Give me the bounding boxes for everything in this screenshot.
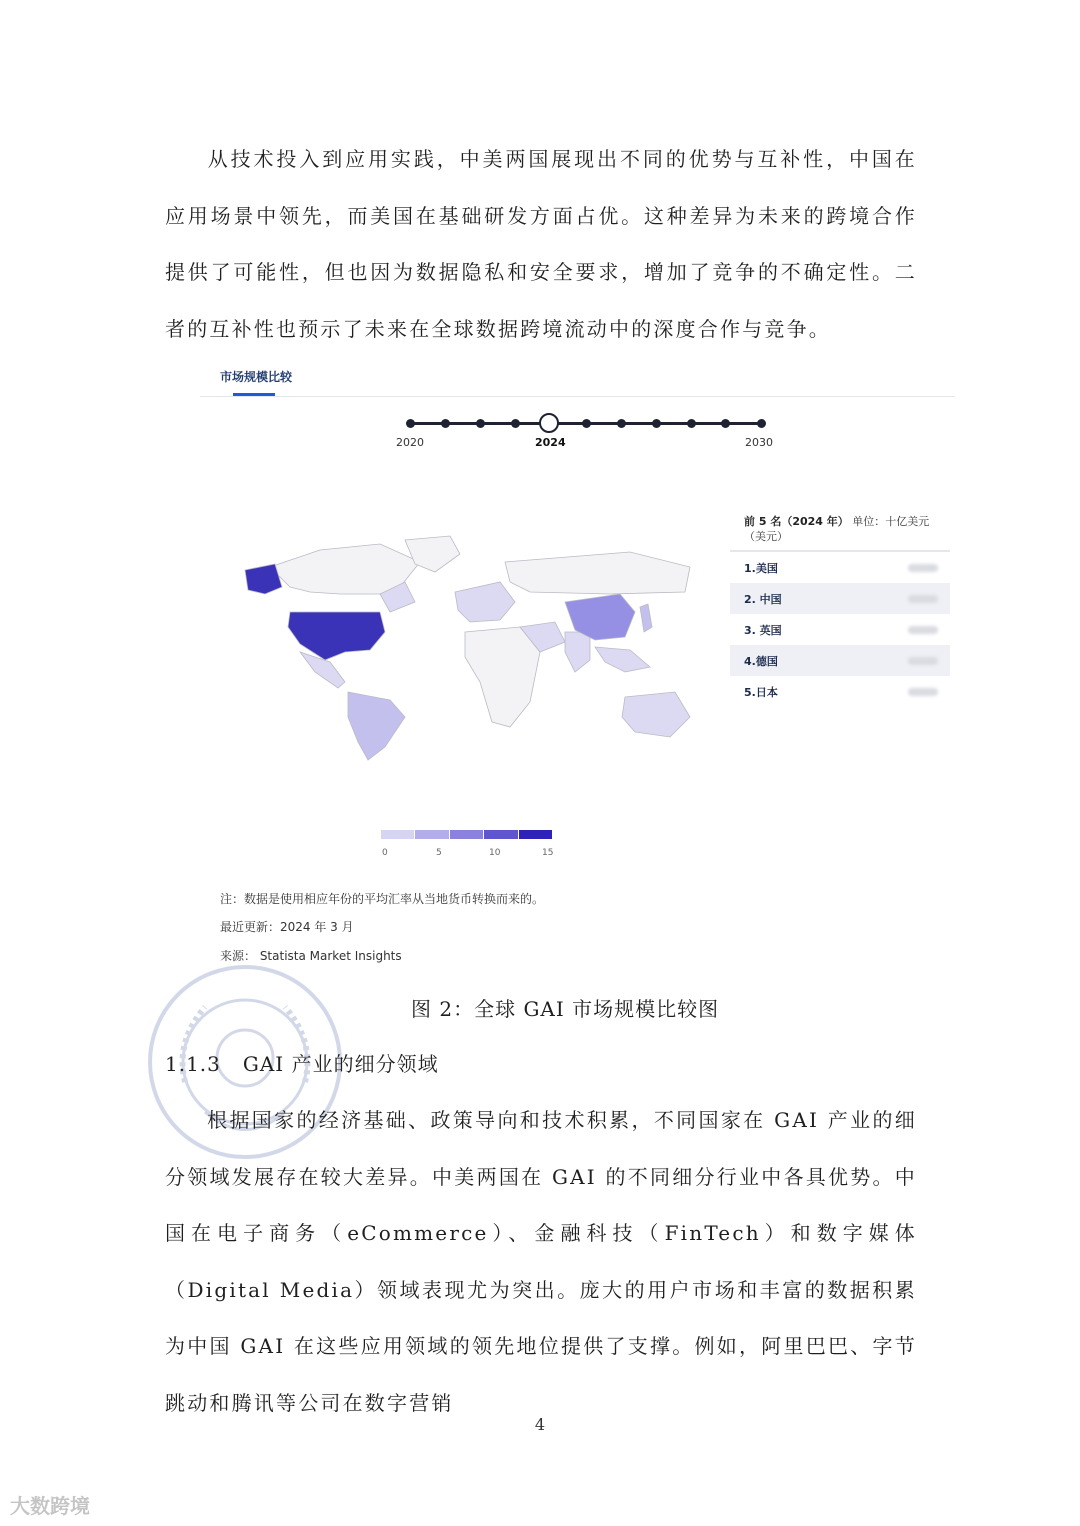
map-russia xyxy=(505,552,690,594)
watermark-logo: 大数跨境 xyxy=(10,1494,90,1518)
tab-divider xyxy=(200,396,955,397)
page-number: 4 xyxy=(534,1415,546,1434)
timeline-label-start: 2020 xyxy=(396,436,424,449)
ranking-title: 前 5 名（2024 年） xyxy=(744,515,849,528)
timeline-selected-handle[interactable] xyxy=(539,413,559,433)
timeline-label-selected: 2024 xyxy=(535,436,566,449)
map-south-america xyxy=(348,692,405,760)
map-india xyxy=(565,632,590,672)
timeline-dot[interactable] xyxy=(441,419,450,428)
map-australia xyxy=(622,692,690,737)
ranking-country: 2. 中国 xyxy=(744,592,782,606)
color-scale-legend xyxy=(381,830,553,839)
ranking-row xyxy=(730,614,950,645)
blurred-value xyxy=(908,595,938,603)
section-number: 1.1.3 xyxy=(165,1052,221,1076)
legend-swatch xyxy=(415,830,449,839)
legend-swatch xyxy=(484,830,518,839)
blurred-value xyxy=(908,564,938,572)
legend-swatch xyxy=(450,830,484,839)
blurred-value xyxy=(908,688,938,696)
blurred-value xyxy=(908,626,938,634)
legend-tick: 5 xyxy=(436,848,442,858)
timeline-dot[interactable] xyxy=(652,419,661,428)
timeline-dot[interactable] xyxy=(582,419,591,428)
paragraph-intro: 从技术投入到应用实践，中美两国展现出不同的优势与互补性，中国在应用场景中领先，而美国在基础研发方面占优。这种差异为未来的跨境合作提供了可能性，但也因为数据隐私和安全要求，增加了竞争的不确定性。二者的互补性也预示了未来在全球数据跨境流动中的深度合作与竞争。 xyxy=(165,147,917,341)
timeline-dot[interactable] xyxy=(406,419,415,428)
paragraph-segments: 根据国家的经济基础、政策导向和技术积累，不同国家在 GAI 产业的细分领域发展存在较大差异。中美两国在 GAI 的不同细分行业中各具优势。中国在电子商务（eCommerce）、金融科技（FinTech）和数字媒体（Digital Media）领域表现尤为突出。庞大的用户市场和丰富的数据积累为中国 GAI 在这些应用领域的领先地位提供了支撑。例如，阿里巴巴、字节跳动和腾讯等公司在数字营销 xyxy=(165,1108,917,1415)
ranking-row xyxy=(730,645,950,676)
timeline-dot[interactable] xyxy=(757,419,766,428)
map-africa xyxy=(465,627,540,727)
tab-market-size[interactable]: 市场规模比较 xyxy=(220,370,293,384)
map-japan xyxy=(640,604,652,632)
map-europe xyxy=(455,582,515,622)
figure-caption: 图 2：全球 GAI 市场规模比较图 xyxy=(411,997,720,1021)
timeline-dot[interactable] xyxy=(687,419,696,428)
timeline-dot[interactable] xyxy=(476,419,485,428)
figure-source: 来源： Statista Market Insights xyxy=(220,949,402,963)
legend-tick: 10 xyxy=(489,848,501,858)
section-heading xyxy=(165,1048,439,1077)
map-alaska xyxy=(245,564,282,594)
timeline-dot[interactable] xyxy=(511,419,520,428)
legend-swatch xyxy=(519,830,553,839)
ranking-header xyxy=(730,514,950,552)
section-title: GAI 产业的细分领域 xyxy=(242,1052,439,1076)
world-map[interactable] xyxy=(230,532,710,762)
timeline-label-end: 2030 xyxy=(745,436,773,449)
ranking-country: 1.美国 xyxy=(744,561,778,575)
legend-swatch xyxy=(381,830,415,839)
ranking-unit: 单位：十亿美元（美元） xyxy=(744,515,930,543)
ranking-country: 4.德国 xyxy=(744,654,778,668)
ranking-row xyxy=(730,583,950,614)
timeline-dot[interactable] xyxy=(617,419,626,428)
blurred-value xyxy=(908,657,938,665)
ranking-country: 5.日本 xyxy=(744,685,778,699)
market-size-figure xyxy=(200,362,955,972)
legend-tick: 0 xyxy=(382,848,388,858)
top5-ranking-panel xyxy=(730,514,950,707)
figure-updated: 最近更新：2024 年 3 月 xyxy=(220,920,354,934)
ranking-row xyxy=(730,676,950,707)
legend-tick: 15 xyxy=(542,848,554,858)
timeline-dot[interactable] xyxy=(721,419,730,428)
ranking-country: 3. 英国 xyxy=(744,623,782,637)
figure-note: 注：数据是使用相应年份的平均汇率从当地货币转换而来的。 xyxy=(220,892,545,906)
map-southeast-asia xyxy=(595,647,650,672)
ranking-row xyxy=(730,552,950,583)
